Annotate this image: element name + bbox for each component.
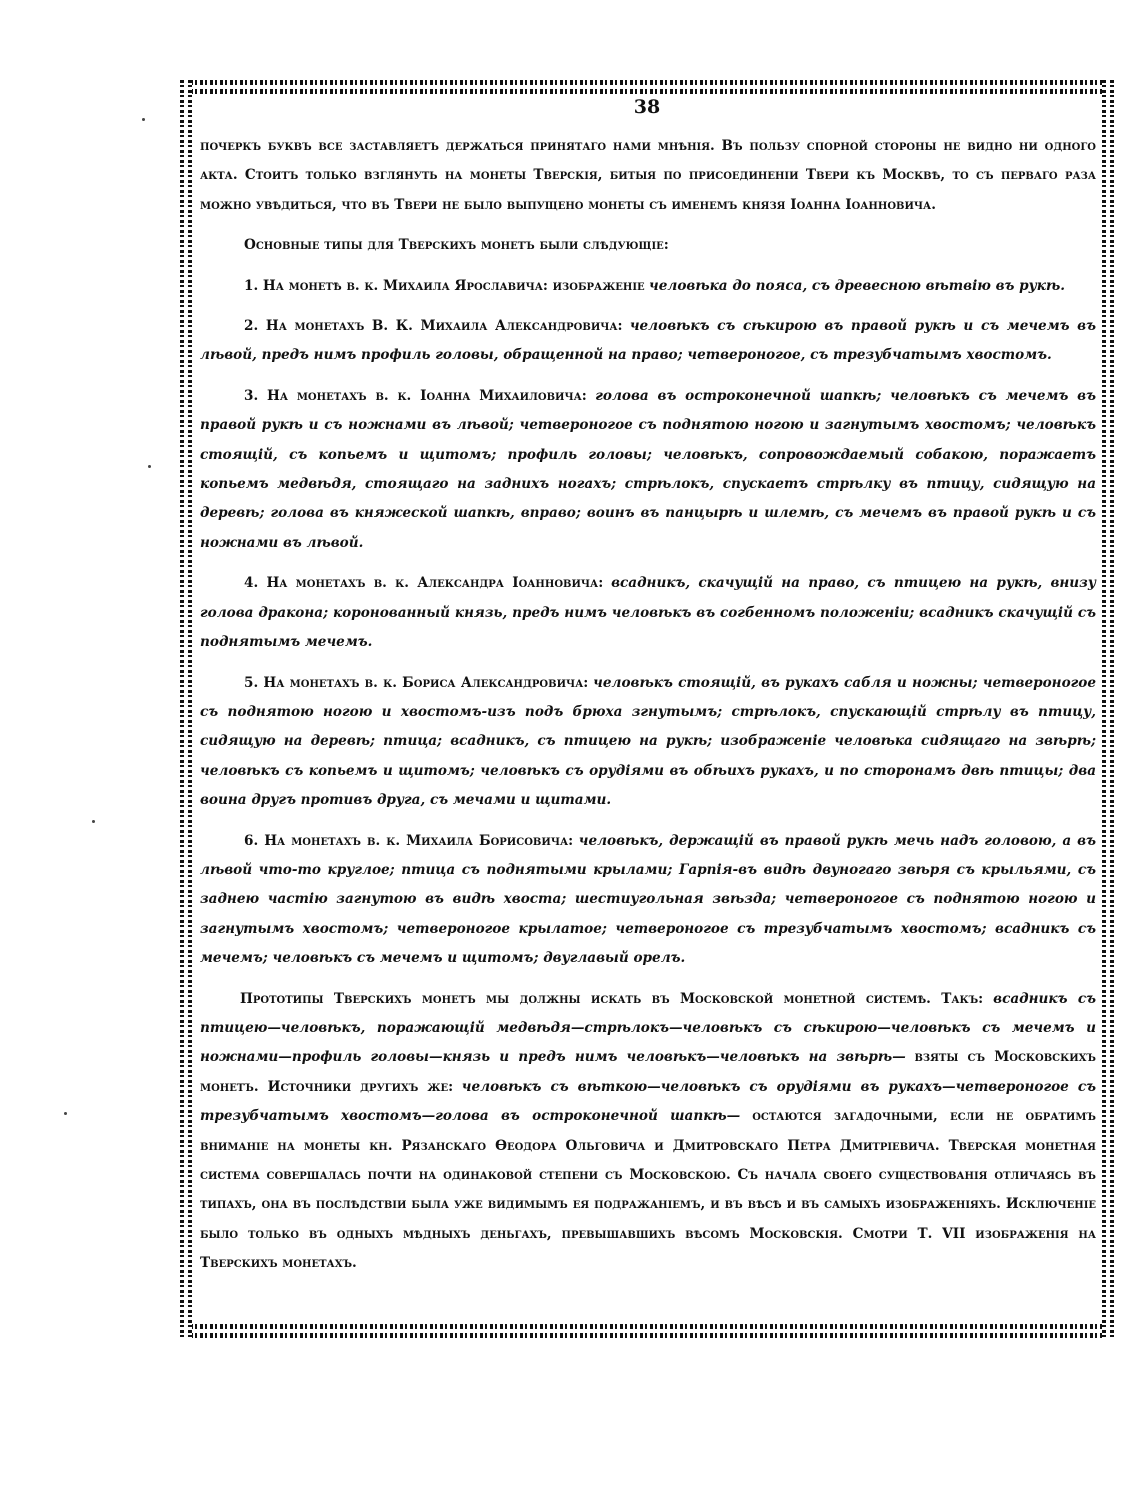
type-3-heading: 3. На монетахъ в. к. Іоанна Михаиловича: — [244, 387, 587, 404]
type-6-heading: 6. На монетахъ в. к. Михаила Борисовича: — [244, 832, 574, 849]
paragraph-type-4 — [200, 569, 1096, 657]
paragraph-type-5 — [200, 669, 1096, 816]
paragraph-type-1 — [200, 272, 1096, 301]
type-2-heading: 2. На монетахъ В. К. Михаила Александровича: — [244, 318, 623, 335]
type-3-description: голова въ остроконечной шапкѣ; человѣкъ съ мечемъ въ правой рукѣ и съ ножнами въ лѣвой; четвероногое съ поднятою ногою и загнутымъ хвостомъ; человѣкъ стоящій, съ копьемъ и щитомъ; профиль головы; человѣкъ, сопровождаемый собакою, поражаетъ копьемъ медвѣдя, стоящаго на заднихъ ногахъ; стрѣлокъ, спускаетъ стрѣлку въ птицу, сидящую на деревѣ; голова въ княжеской шапкѣ, вправо; воинъ въ панцырѣ и шлемѣ, съ мечемъ въ правой рукѣ и съ ножнами въ лѣвой. — [200, 387, 1096, 551]
type-5-heading: 5. На монетахъ в. к. Бориса Александровича: — [244, 674, 589, 691]
page-body — [200, 132, 1096, 1290]
ornament-border-top — [180, 80, 1114, 94]
prototypes-text-a: Прототипы Тверскихъ монетъ мы должны искать въ Московской монетной системѣ. Такъ: — [240, 990, 984, 1007]
ornament-border-bottom — [180, 1324, 1114, 1338]
margin-speck — [64, 1112, 67, 1115]
paragraph-type-2 — [200, 312, 1096, 371]
margin-speck — [142, 118, 145, 121]
prototypes-text-e: остаются загадочными, если не обратимъ вниманіе на монеты кн. Рязанскаго Ѳеодора Ольговича и Дмитровскаго Петра Дмитріевича. Тверская монетная система совершалась почти на одинаковой степени съ Московскою. Съ начала своего существованія отличаясь въ типахъ, она въ послѣдствіи была уже видимымъ ея подражаніемъ, и въ вѣсѣ и въ самыхъ изображеніяхъ. Исключеніе было только въ одныхъ мѣдныхъ деньгахъ, превышавшихъ вѣсомъ Московскія. Смотри Т. VII изображенія на Тверскихъ монетахъ. — [200, 1108, 1096, 1272]
paragraph-type-3 — [200, 382, 1096, 558]
type-2-description: человѣкъ съ сѣкирою въ правой рукѣ и съ мечемъ въ лѣвой, предъ нимъ профиль головы, обращенной на право; четвероногое, съ трезубчатымъ хвостомъ. — [200, 318, 1096, 364]
type-5-description: человѣкъ стоящій, въ рукахъ сабля и ножны; четвероногое съ поднятою ногою и хвостомъ-изъ подъ брюха згнутымъ; стрѣлокъ, спускающій стрѣлу въ птицу, сидящую на деревѣ; птица; всадникъ, съ птицею на рукѣ; изображеніе человѣка сидящаго на звѣрѣ; человѣкъ съ копьемъ и щитомъ; человѣкъ съ орудіями въ обѣихъ рукахъ, и по сторонамъ двѣ птицы; два воина другъ противъ друга, съ мечами и щитами. — [200, 674, 1097, 809]
type-4-description: всадникъ, скачущій на право, съ птицею на рукѣ, внизу голова дракона; коронованный князь, предъ нимъ человѣкъ въ согбенномъ положеніи; всадникъ скачущій съ поднятымъ мечемъ. — [200, 575, 1096, 651]
type-1-description: человѣка до пояса, съ древесною вѣтвію въ рукѣ. — [649, 277, 1065, 294]
type-4-heading: 4. На монетахъ в. к. Александра Іоанновича: — [244, 575, 604, 592]
prototypes-text-c: взяты съ Московскихъ монетъ. Источники другихъ же: — [200, 1049, 1096, 1095]
ornamental-border-frame — [180, 80, 1114, 1338]
ornament-border-left — [180, 80, 192, 1338]
paragraph-type-6 — [200, 827, 1096, 974]
paragraph-prototypes — [200, 985, 1096, 1279]
prototypes-list-moscow: всадникъ съ птицею—человѣкъ, поражающій медвѣдя—стрѣлокъ—человѣкъ съ сѣкирою—человѣкъ съ мечемъ и ножнами—профиль головы—князь и предъ нимъ человѣкъ—человѣкъ на звѣрѣ— — [200, 990, 1097, 1066]
margin-speck — [148, 465, 151, 468]
type-1-heading: 1. На монетѣ в. к. Михаила Ярославича: изображеніе — [244, 277, 645, 294]
type-6-description: человѣкъ, держащій въ правой рукѣ мечь надъ головою, а въ лѣвой что-то круглое; птица съ поднятыми крылами; Гарпія-въ видѣ двуногаго звѣря съ крыльями, съ заднею частію загнутою въ видѣ хвоста; шестиугольная звѣзда; четвероногое съ поднятою ногою и загнутымъ хвостомъ; четвероногое крылатое; четвероногое съ трезубчатымъ хвостомъ; всадникъ съ мечемъ; человѣкъ съ мечемъ и щитомъ; двуглавый орелъ. — [200, 832, 1096, 967]
margin-speck — [92, 820, 95, 823]
ornament-border-right — [1102, 80, 1114, 1338]
paragraph-types-intro: Основные типы для Тверскихъ монетъ были слѣдующіе: — [244, 237, 669, 254]
page-number: 38 — [633, 96, 661, 118]
prototypes-list-other: человѣкъ съ вѣткою—человѣкъ съ орудіями въ рукахъ—четвероногое съ трезубчатымъ хвостомъ—голова въ остроконечной шапкѣ— — [200, 1078, 1097, 1125]
paragraph-opening: почеркъ буквъ все заставляетъ держаться принятаго нами мнѣнія. Въ пользу спорной стороны не видно ни одного акта. Стоитъ только взглянуть на монеты Тверскія, битыя по присоединеніи Твери къ Москвѣ, то съ перваго раза можно увѣдиться, что въ Твери не было выпущено монеты съ именемъ князя Іоанна Іоанновича. — [200, 138, 1096, 213]
